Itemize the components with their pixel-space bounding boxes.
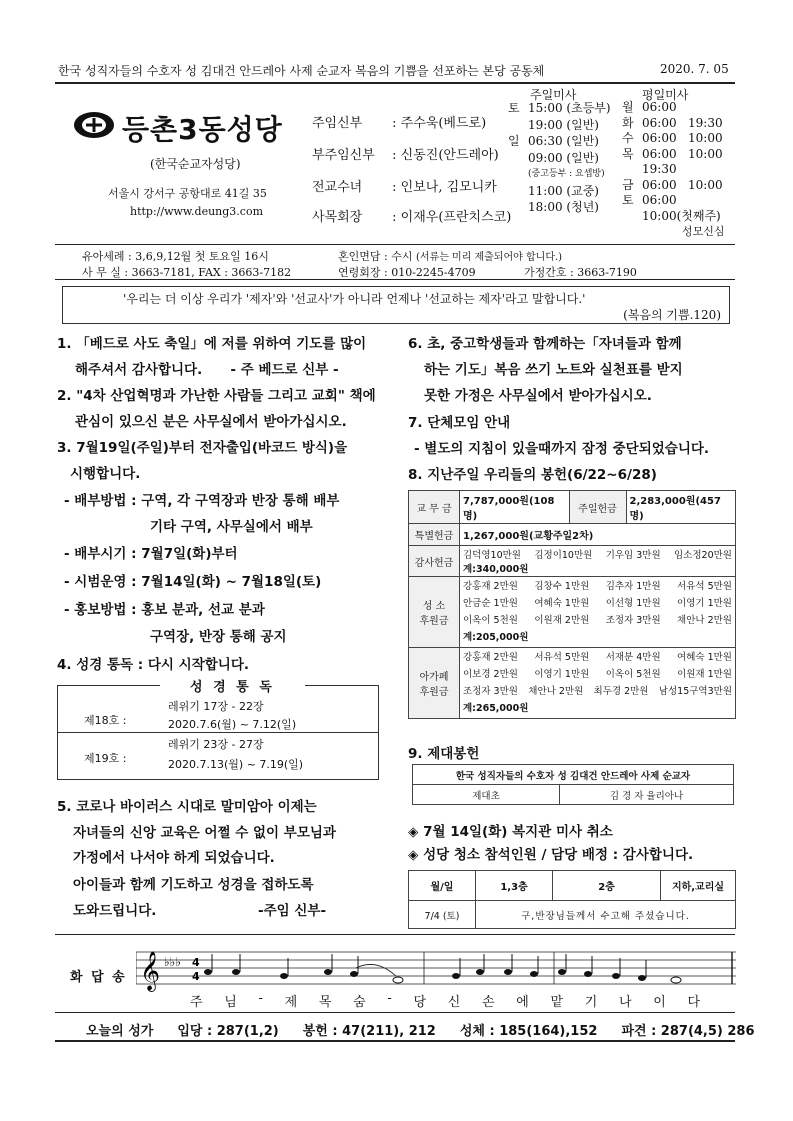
svg-text:𝄞: 𝄞 <box>140 951 161 991</box>
baptism-info: 유아세례 : 3,6,9,12월 첫 토요일 16시 <box>82 250 269 263</box>
office-phone: 사 무 실 : 3663-7181, FAX : 3663-7182 <box>82 266 292 279</box>
text-cell: 님 <box>224 995 237 1010</box>
bible-reading-box <box>57 685 379 780</box>
psalm-divider <box>55 934 735 935</box>
altar-value: 김 경 자 율리아나 <box>560 785 734 805</box>
text-cell: 월/일 <box>409 871 476 901</box>
promotion-2: 구역장, 반장 통해 공지 <box>150 629 287 645</box>
text-cell: 맡 <box>550 995 563 1010</box>
parish-sub: (한국순교자성당) <box>150 157 241 171</box>
psalm-lyrics <box>190 991 700 1010</box>
text-cell: 이옥이 5천원 <box>605 669 661 680</box>
bible-no: 제19호 : <box>84 752 127 765</box>
quote-box <box>62 286 730 324</box>
text-cell: 06:00 10:00 <box>642 146 723 161</box>
hymn-communion: 성체 : 185(164),152 <box>459 1024 598 1039</box>
staff-row: 전교수녀 : 인보나, 김모니카 <box>312 176 511 206</box>
text-cell: 여혜숙 1만원 <box>534 598 590 609</box>
bible-date: 2020.7.6(월) ~ 7.12(일) <box>168 718 297 731</box>
mass-row <box>622 178 725 194</box>
text-cell: 여혜숙 1만원 <box>677 652 732 663</box>
text-cell: 지하,교리실 <box>661 871 736 901</box>
text-cell: (초등부) <box>566 101 611 115</box>
clean-date: 7/4 (토) <box>409 901 476 929</box>
svg-text:4: 4 <box>192 956 200 969</box>
text-cell: 이보경 2만원 <box>463 669 518 680</box>
promotion: - 홍보방법 : 홍보 분과, 선교 분과 <box>64 602 265 618</box>
mass-row <box>508 133 611 150</box>
text-cell: 후원금 <box>419 687 449 698</box>
text-cell: 계:265,000원 <box>463 703 529 714</box>
text-cell: 10:00(첫째주) <box>642 208 721 223</box>
text-cell: 남성15구역3만원 <box>658 686 732 697</box>
text-cell: 19:30 <box>642 162 677 176</box>
altar-label: 제대초 <box>413 785 560 805</box>
hymn-label: 오늘의 성가 <box>86 1024 154 1039</box>
staff-list <box>312 112 511 236</box>
notice-2-line2: 관심이 있으신 분은 사무실에서 받아가십시오. <box>75 414 347 430</box>
staff-row: 부주임신부 : 신동진(안드레아) <box>312 144 511 176</box>
text-cell: 주임신부 <box>312 116 363 131</box>
union-phone: 연령회장 : 010-2245-4709 <box>338 266 476 279</box>
text-cell: 일 <box>508 134 520 148</box>
notice-5-line2: 자녀들의 신앙 교육은 어쩔 수 없이 부모님과 <box>73 825 336 841</box>
notice-6-line1: 6. 초, 중고학생들과 함께하는「자녀들과 함께 <box>408 336 682 352</box>
text-cell: 부주임신부 <box>312 148 375 163</box>
text-cell: 신 <box>447 995 461 1010</box>
text-cell: 김정이10만원 <box>534 550 593 561</box>
text-cell: 사목회장 <box>312 210 363 225</box>
text-cell: 안금순 1만원 <box>463 598 518 609</box>
hymn-offertory: 봉헌 : 47(211), 212 <box>302 1024 436 1039</box>
offering-label: 감사헌금 <box>409 546 460 577</box>
text-cell: 계:205,000원 <box>463 632 529 643</box>
text-cell: 서재분 4만원 <box>605 652 661 663</box>
notice-cleaning: ◈ 성당 청소 참석인원 / 담당 배정 : 감사합니다. <box>408 847 694 863</box>
notice-1-line2: 해주셔서 감사합니다. - 주 베드로 신부 - <box>75 362 339 378</box>
psalm-label: 화 답 송 <box>70 970 127 985</box>
hymn-dismissal: 파견 : 287(4,5) 286 <box>621 1024 755 1039</box>
text-cell: 이 <box>653 995 666 1010</box>
text-cell: 채안나 2만원 <box>528 686 584 697</box>
text-cell: 목 <box>622 146 634 161</box>
text-cell: 신동진(안드레아) <box>400 148 499 163</box>
text-cell: 이영기 1만원 <box>534 669 590 680</box>
clean-text: 구,반장님들께서 수고해 주셨습니다. <box>476 901 736 929</box>
text-cell: 주수욱(베드로) <box>400 116 487 131</box>
text-cell: 성 소 <box>422 601 446 612</box>
notice-6-line3: 못한 가정은 사무실에서 받아가십시오. <box>424 388 652 404</box>
text-cell: - <box>387 991 392 1006</box>
text-cell: 이영기 1만원 <box>677 598 732 609</box>
cleaning-table <box>408 870 736 929</box>
text-cell: 이원재 1만원 <box>677 669 732 680</box>
text-cell: 기 <box>584 995 598 1010</box>
text-cell: 11:00 <box>528 183 563 198</box>
text-cell: (서류는 미리 제출되어야 합니다.) <box>415 252 563 263</box>
notice-5-sign: -주임 신부- <box>258 903 327 919</box>
mass-row <box>622 131 725 147</box>
text-cell: 토 <box>508 101 520 115</box>
text-cell: (청년) <box>566 200 599 214</box>
text-cell: 계:340,000원 <box>463 564 529 575</box>
text-cell: 전교수녀 <box>312 180 363 195</box>
text-cell: 후원금 <box>419 616 449 627</box>
mass-row <box>622 162 725 178</box>
hymn-entrance: 입당 : 287(1,2) <box>177 1024 279 1039</box>
text-cell: 임소정20만원 <box>674 550 732 561</box>
notice-6-line2: 하는 기도」복음 쓰기 노트와 실천표를 받지 <box>424 362 683 378</box>
weekday-mass-list <box>622 100 725 240</box>
text-cell: 수 <box>622 131 634 145</box>
mass-row <box>508 117 611 134</box>
text-cell: 2층 <box>553 871 661 901</box>
notice-3-line1: 3. 7월19일(주일)부터 전자출입(바코드 방식)을 <box>57 440 348 456</box>
parish-name: 등촌3동성당 <box>122 113 283 146</box>
dist-method-2: 기타 구역, 사무실에서 배부 <box>150 519 313 535</box>
mass-row <box>622 147 725 163</box>
text-cell: (일반) <box>566 117 599 132</box>
text-cell: 이원재 2만원 <box>534 615 590 626</box>
parish-address: 서울시 강서구 공항대로 41길 35 <box>108 187 267 200</box>
bible-date: 2020.7.13(월) ~ 7.19(일) <box>168 758 304 771</box>
parish-url[interactable]: http://www.deung3.com <box>130 205 263 218</box>
bible-book: 레위기 23장 - 27장 <box>168 738 264 751</box>
notice-7-detail: - 별도의 지침이 있을때까지 잠정 중단되었습니다. <box>414 441 710 457</box>
notice-5-line5: 도와드립니다. <box>73 903 157 919</box>
offering-value: 2,283,000원(457명) <box>626 491 736 524</box>
text-cell: 강홍재 2만원 <box>463 652 518 663</box>
notice-5-line1: 5. 코로나 바이러스 시대로 말미암아 이제는 <box>57 799 317 815</box>
notice-mass-cancel: ◈ 7월 14일(화) 복지관 미사 취소 <box>408 824 613 840</box>
notice-8: 8. 지난주일 우리들의 봉헌(6/22~6/28) <box>408 467 657 483</box>
text-cell: 김덕영10만원 <box>463 550 521 561</box>
notice-5-line3: 가정에서 나서야 하게 되었습니다. <box>73 850 275 866</box>
altar-title: 한국 성직자들의 수호자 성 김대건 안드레아 사제 순교자 <box>413 765 734 785</box>
dist-method: - 배부방법 : 구역, 각 구역장과 반장 통해 배부 <box>64 493 340 509</box>
altar-table <box>412 764 734 805</box>
sunday-mass-title: 주일미사 <box>530 88 577 102</box>
offering-value: 7,787,000원(108명) <box>460 491 570 524</box>
parish-logo-icon <box>72 110 116 140</box>
bible-book: 레위기 17장 - 22장 <box>168 700 264 713</box>
nursing-phone: 가정간호 : 3663-7190 <box>524 266 637 279</box>
text-cell: 이재우(프란치스코) <box>400 210 512 225</box>
mass-row <box>508 199 611 216</box>
bible-no: 제18호 : <box>84 714 127 727</box>
notice-3-line2: 시행합니다. <box>70 466 141 482</box>
text-cell: 에 <box>516 995 529 1010</box>
mass-row <box>508 100 611 117</box>
notice-9: 9. 제대봉헌 <box>408 746 480 762</box>
text-cell: 다 <box>687 995 700 1010</box>
text-cell: 서유석 5만원 <box>677 581 732 592</box>
sunday-mass-list <box>508 100 611 216</box>
text-cell: 김추자 1만원 <box>605 581 661 592</box>
text-cell: 최두경 2만원 <box>593 686 649 697</box>
header-motto: 한국 성직자들의 수호자 성 김대건 안드레아 사제 순교자 복음의 기쁨을 선포하는 본당 공동체 <box>58 64 545 78</box>
text-cell: 당 <box>413 995 426 1010</box>
staff-row: 주임신부 : 주수욱(베드로) <box>312 112 511 144</box>
hymn-list <box>86 1020 755 1039</box>
text-cell: 아가페 <box>419 672 449 683</box>
staff-row: 사목회장 : 이재우(프란치스코) <box>312 206 511 236</box>
mass-row <box>508 150 611 167</box>
text-cell: - <box>258 991 263 1006</box>
info-divider <box>55 244 735 245</box>
marriage-info <box>338 248 562 264</box>
offering-label: 특별헌금 <box>409 524 460 546</box>
text-cell: 이선형 1만원 <box>605 598 661 609</box>
notice-4: 4. 성경 통독 : 다시 시작합니다. <box>57 657 249 673</box>
mass-row: (중고등부 : 요셉방) <box>528 169 605 179</box>
footer-divider <box>55 1040 735 1042</box>
text-cell: 06:00 <box>642 193 677 207</box>
text-cell: 19:00 <box>528 117 563 132</box>
hymn-divider <box>55 1012 735 1013</box>
text-cell: 금 <box>622 177 634 192</box>
quote-source: (복음의 기쁨.120) <box>623 308 721 322</box>
text-cell: 주 <box>190 995 203 1010</box>
text-cell: 화 <box>622 115 634 130</box>
notice-7: 7. 단체모임 안내 <box>408 415 511 431</box>
text-cell: (교중) <box>566 183 599 198</box>
text-cell: 서유석 5만원 <box>534 652 590 663</box>
text-cell: 06:00 10:00 <box>642 131 723 145</box>
info-divider <box>55 279 735 280</box>
text-cell: (일반) <box>566 150 599 165</box>
mass-row <box>622 193 725 209</box>
text-cell: 06:30 <box>528 134 563 148</box>
header-divider <box>55 82 735 84</box>
text-cell: 채안나 2만원 <box>677 615 732 626</box>
mass-row <box>622 209 725 225</box>
text-cell: 혼인면담 : 수시 <box>338 250 413 263</box>
dist-period: - 배부시기 : 7월7일(화)부터 <box>64 546 238 562</box>
text-cell: 1,3층 <box>476 871 553 901</box>
text-cell: 15:00 <box>528 101 563 115</box>
psalm-music-staff <box>136 944 736 994</box>
text-cell: 강홍재 2만원 <box>463 581 518 592</box>
text-cell: 숨 <box>353 995 366 1010</box>
text-cell: 06:00 <box>642 100 677 114</box>
text-cell: 나 <box>618 995 632 1010</box>
notice-2-line1: 2. "4차 산업혁명과 가난한 사람들 그리고 교회" 책에 <box>57 388 376 404</box>
text-cell: 제 <box>284 995 298 1010</box>
svg-text:4: 4 <box>192 970 200 983</box>
text-cell: 토 <box>622 193 634 207</box>
text-cell: 06:00 10:00 <box>642 177 723 192</box>
text-cell: 손 <box>481 995 495 1010</box>
offering-table <box>408 490 736 719</box>
text-cell: 조정자 3만원 <box>463 686 518 697</box>
text-cell: 인보나, 김모니카 <box>400 180 497 195</box>
offering-label: 주일헌금 <box>569 491 626 524</box>
offering-value: 1,267,000원(교황주일2차) <box>460 524 736 546</box>
bible-box-title: 성 경 통 독 <box>160 676 305 695</box>
trial-run: - 시범운영 : 7월14일(화) ~ 7월18일(토) <box>64 574 322 590</box>
issue-date: 2020. 7. 05 <box>660 62 729 76</box>
text-cell: 기우임 3만원 <box>605 550 661 561</box>
text-cell: 09:00 <box>528 150 563 165</box>
notice-5-line4: 아이들과 함께 기도하고 성경을 접하도록 <box>73 877 314 893</box>
text-cell: 조정자 3만원 <box>605 615 661 626</box>
text-cell: 월 <box>622 100 634 114</box>
mass-row <box>622 100 725 116</box>
quote-text: '우리는 더 이상 우리가 '제자'와 '선교사'가 아니라 언제나 '선교하는 제자'라고 말합니다.' <box>123 292 586 306</box>
mass-row <box>508 183 611 200</box>
svg-text:♭♭♭: ♭♭♭ <box>164 955 181 969</box>
text-cell: 06:00 19:30 <box>642 115 723 130</box>
text-cell: 이옥이 5천원 <box>463 615 518 626</box>
text-cell: 김창수 1만원 <box>534 581 590 592</box>
text-cell: (일반) <box>566 134 599 148</box>
weekday-mass-title: 평일미사 <box>642 88 689 102</box>
mass-row <box>622 116 725 132</box>
mass-row: 성모신심 <box>682 225 725 238</box>
text-cell: 목 <box>318 995 332 1010</box>
offering-label: 교 무 금 <box>409 491 460 524</box>
notice-1-line1: 1. 「베드로 사도 축일」에 저를 위하여 기도를 많이 <box>57 336 367 352</box>
text-cell: 18:00 <box>528 200 563 214</box>
